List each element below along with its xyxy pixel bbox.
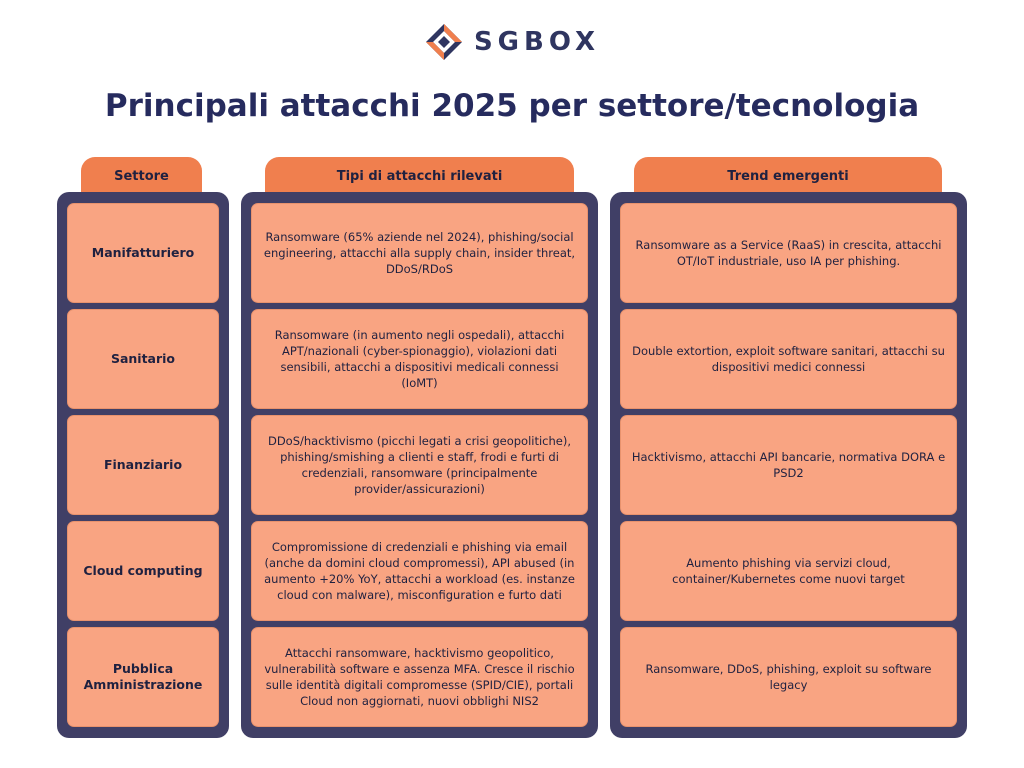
sector-column xyxy=(57,192,229,738)
page-title: Principali attacchi 2025 per settore/tecnologia xyxy=(104,88,920,124)
trends-cell: Ransomware, DDoS, phishing, exploit su software legacy xyxy=(620,627,957,727)
attacks-cell: Compromissione di credenziali e phishing via email (anche da domini cloud compromessi), API abused (in aumento +20% YoY, attacchi a workload (es. instanze cloud con malware), misconfiguration e furto dati xyxy=(251,521,588,621)
diamond-logo-icon xyxy=(424,22,464,62)
sector-cell: Manifatturiero xyxy=(67,203,219,303)
column-header-sector: Settore xyxy=(81,157,202,195)
column-header-trends: Trend emergenti xyxy=(634,157,942,195)
brand-logo xyxy=(0,22,1024,62)
trends-column xyxy=(610,192,967,738)
sector-cell: Pubblica Amministrazione xyxy=(67,627,219,727)
sector-cell: Sanitario xyxy=(67,309,219,409)
trends-cell: Hacktivismo, attacchi API bancarie, normativa DORA e PSD2 xyxy=(620,415,957,515)
attacks-column xyxy=(241,192,598,738)
sector-cell: Cloud computing xyxy=(67,521,219,621)
column-header-attacks: Tipi di attacchi rilevati xyxy=(265,157,574,195)
trends-cell: Ransomware as a Service (RaaS) in crescita, attacchi OT/IoT industriale, uso IA per phishing. xyxy=(620,203,957,303)
brand-name: SGBOX xyxy=(473,27,601,57)
attacks-cell: DDoS/hacktivismo (picchi legati a crisi geopolitiche), phishing/smishing a clienti e staff, frodi e furti di credenziali, ransomware (principalmente provider/assicurazioni) xyxy=(251,415,588,515)
trends-cell: Double extortion, exploit software sanitari, attacchi su dispositivi medici connessi xyxy=(620,309,957,409)
attacks-cell: Ransomware (in aumento negli ospedali), attacchi APT/nazionali (cyber-spionaggio), violazioni dati sensibili, attacchi a dispositivi medicali connessi (IoMT) xyxy=(251,309,588,409)
trends-cell: Aumento phishing via servizi cloud, container/Kubernetes come nuovi target xyxy=(620,521,957,621)
attacks-cell: Ransomware (65% aziende nel 2024), phishing/social engineering, attacchi alla supply chain, insider threat, DDoS/RDoS xyxy=(251,203,588,303)
sector-cell: Finanziario xyxy=(67,415,219,515)
attacks-cell: Attacchi ransomware, hacktivismo geopolitico, vulnerabilità software e assenza MFA. Cresce il rischio sulle identità digitali compromesse (SPID/CIE), portali Cloud non aggiornati, nuovi obblighi NIS2 xyxy=(251,627,588,727)
